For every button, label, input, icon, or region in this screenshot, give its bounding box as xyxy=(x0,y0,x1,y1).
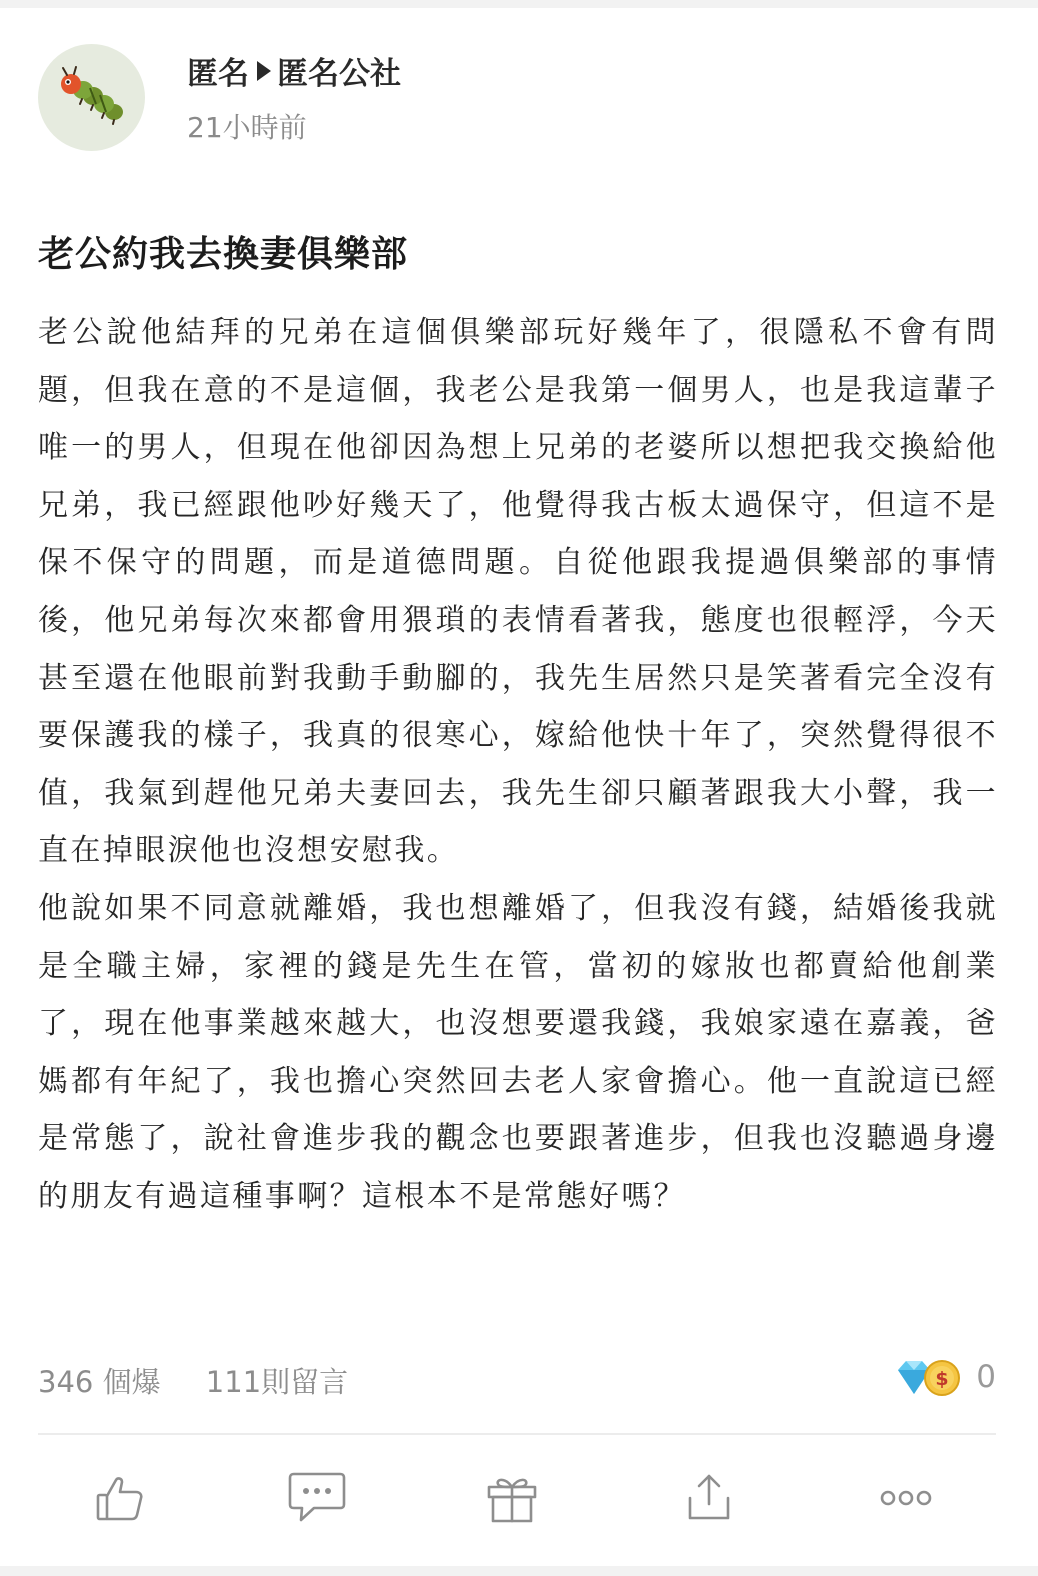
post-stats xyxy=(38,1360,384,1401)
gift-count: 0 xyxy=(976,1359,996,1395)
play-arrow-icon xyxy=(257,61,271,81)
bottom-strip xyxy=(0,1566,1038,1576)
share-icon xyxy=(684,1472,734,1524)
comment-button[interactable] xyxy=(285,1466,349,1530)
more-icon xyxy=(878,1486,934,1510)
author-name[interactable]: 匿名 xyxy=(187,56,249,92)
post-paragraph-1: 老公說他結拜的兄弟在這個俱樂部玩好幾年了，很隱私不會有問題，但我在意的不是這個，我老公是我第一個男人，也是我這輩子唯一的男人，但現在他卻因為想上兄弟的老婆所以想把我交換給他兄弟，我已經跟他吵好幾天了，他覺得我古板太過保守，但這不是保不保守的問題，而是道德問題。自從他跟我提過俱樂部的事情後，他兄弟每次來都會用猥瑣的表情看著我，態度也很輕浮，今天甚至還在他眼前對我動手動腳的，我先生居然只是笑著看完全沒有要保護我的樣子，我真的很寒心，嫁給他快十年了，突然覺得很不值，我氣到趕他兄弟夫妻回去，我先生卻只顧著跟我大小聲，我一直在掉眼淚他也沒想安慰我。 xyxy=(38,315,998,869)
comment-count[interactable]: 111則留言 xyxy=(205,1365,349,1399)
gift-icon xyxy=(485,1471,539,1525)
caterpillar-avatar-icon xyxy=(38,44,145,151)
more-button[interactable] xyxy=(874,1466,938,1530)
comment-icon xyxy=(286,1470,348,1526)
post-author-line xyxy=(187,48,401,93)
gift-button[interactable] xyxy=(480,1466,544,1530)
gift-counter[interactable] xyxy=(892,1356,996,1398)
stats-divider xyxy=(38,1433,996,1435)
like-count[interactable]: 346 個爆 xyxy=(38,1365,161,1399)
author-avatar[interactable] xyxy=(38,44,145,151)
board-name[interactable]: 匿名公社 xyxy=(277,56,401,92)
like-button[interactable] xyxy=(88,1466,152,1530)
svg-text:$: $ xyxy=(935,1368,949,1390)
share-button[interactable] xyxy=(677,1466,741,1530)
like-icon xyxy=(94,1472,146,1524)
post-timestamp: 21小時前 xyxy=(187,111,307,144)
post-paragraph-2: 他說如果不同意就離婚，我也想離婚了，但我沒有錢，結婚後我就是全職主婦，家裡的錢是先生在管，當初的嫁妝也都賣給他創業了，現在他事業越來越大，也沒想要還我錢，我娘家遠在嘉義，爸媽都有年紀了，我也擔心突然回去老人家會擔心。他一直說這已經是常態了，說社會進步我的觀念也要跟著進步，但我也沒聽過身邊的朋友有過這種事啊？這根本不是常態好嗎？ xyxy=(38,890,998,1214)
diamond-coin-icon xyxy=(892,1356,964,1398)
post-body xyxy=(38,304,998,1226)
top-strip xyxy=(0,0,1038,8)
post-title: 老公約我去換妻俱樂部 xyxy=(38,234,409,275)
